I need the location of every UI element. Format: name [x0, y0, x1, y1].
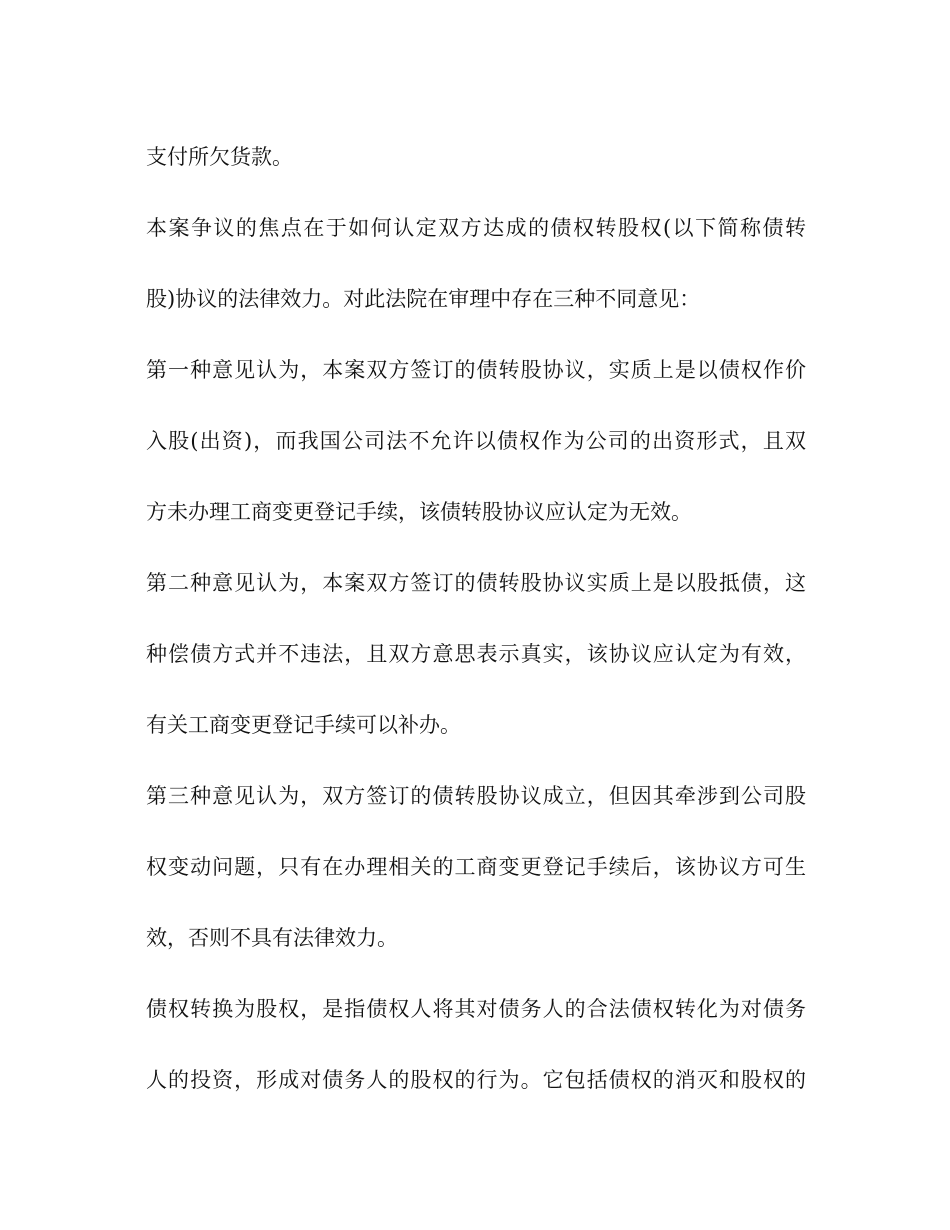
- text-line: 本案争议的焦点在于如何认定双方达成的债权转股权(以下简称债转: [146, 216, 806, 240]
- text-line: 方未办理工商变更登记手续，该债转股协议应认定为无效。: [146, 500, 692, 524]
- document-body: [146, 122, 806, 1116]
- text-line: 第二种意见认为，本案双方签订的债转股协议实质上是以股抵债，这: [146, 571, 806, 595]
- text-line: 股)协议的法律效力。对此法院在审理中存在三种不同意见：: [146, 287, 701, 311]
- text-line: 效，否则不具有法律效力。: [146, 926, 398, 950]
- text-line: 入股(出资)，而我国公司法不允许以债权作为公司的出资形式，且双: [146, 429, 806, 453]
- text-line: 有关工商变更登记手续可以补办。: [146, 713, 461, 737]
- text-line: 第一种意见认为，本案双方签订的债转股协议，实质上是以债权作价: [146, 358, 806, 382]
- text-line: 权变动问题，只有在办理相关的工商变更登记手续后，该协议方可生: [146, 855, 806, 879]
- text-line: 种偿债方式并不违法，且双方意思表示真实，该协议应认定为有效，: [146, 642, 806, 666]
- text-line: 人的投资，形成对债务人的股权的行为。它包括债权的消灭和股权的: [146, 1068, 806, 1092]
- text-line: 第三种意见认为，双方签订的债转股协议成立，但因其牵涉到公司股: [146, 784, 806, 808]
- text-line: 债权转换为股权，是指债权人将其对债务人的合法债权转化为对债务: [146, 997, 806, 1021]
- text-line: 支付所欠货款。: [146, 145, 293, 169]
